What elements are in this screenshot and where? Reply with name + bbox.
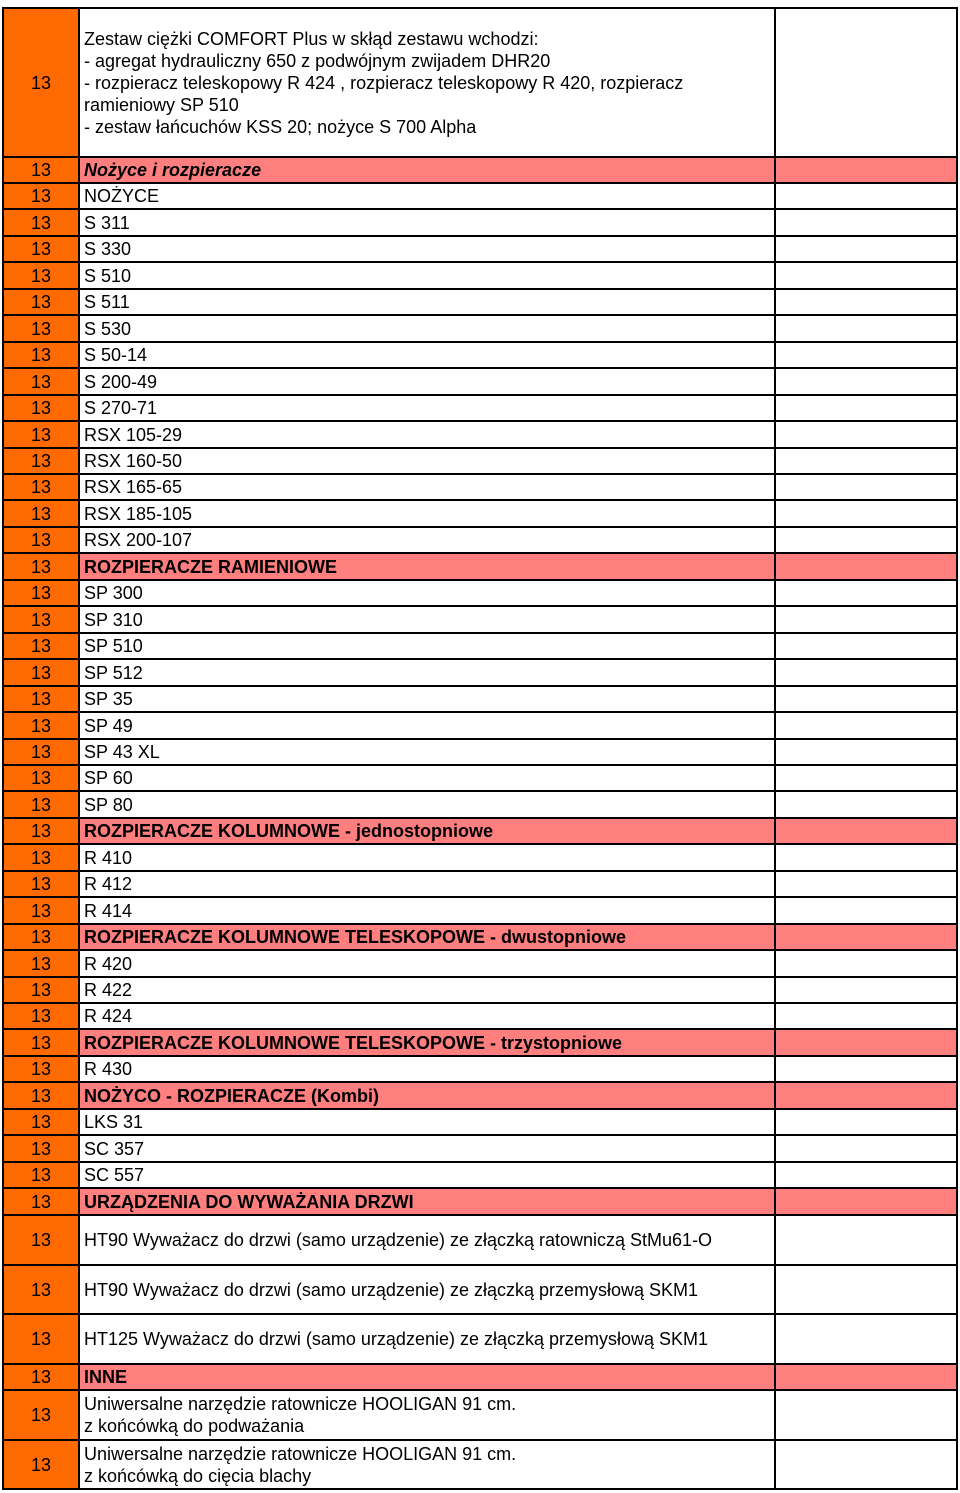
empty-cell [775,448,957,474]
empty-cell [775,553,957,580]
empty-cell [775,1162,957,1188]
row-number-cell: 13 [3,897,79,924]
table-row [3,289,957,315]
description-cell: RSX 105-29 [79,421,775,448]
table-row [3,1003,957,1029]
empty-cell [775,1056,957,1082]
description-cell: S 311 [79,209,775,236]
empty-cell [775,157,957,183]
description-cell: SP 300 [79,580,775,606]
row-number-cell: 13 [3,1215,79,1265]
description-cell [79,1440,775,1489]
row-number-cell: 13 [3,1109,79,1135]
row-number-cell: 13 [3,686,79,712]
description-cell: RSX 200-107 [79,527,775,553]
table-row [3,580,957,606]
row-number-cell: 13 [3,448,79,474]
row-number-cell: 13 [3,209,79,236]
table-row [3,606,957,633]
table-row [3,183,957,209]
empty-cell [775,871,957,897]
empty-cell [775,368,957,395]
empty-cell [775,1440,957,1489]
description-cell: RSX 185-105 [79,500,775,527]
description-line: z końcówką do podważania [84,1416,305,1436]
table-row [3,1162,957,1188]
description-cell: RSX 165-65 [79,474,775,500]
row-number-cell: 13 [3,157,79,183]
table-row [3,1314,957,1364]
empty-cell [775,606,957,633]
row-number-cell: 13 [3,474,79,500]
description-line: Uniwersalne narzędzie ratownicze HOOLIGAN 91 cm. [84,1394,517,1414]
table-row [3,950,957,977]
description-cell: SP 310 [79,606,775,633]
table-row [3,527,957,553]
table-row [3,236,957,262]
table-row [3,1390,957,1440]
row-number-cell: 13 [3,262,79,289]
description-cell: R 414 [79,897,775,924]
section-header-row [3,924,957,950]
empty-cell [775,659,957,686]
table-row [3,500,957,527]
row-number-cell: 13 [3,950,79,977]
empty-cell [775,1390,957,1440]
row-number-cell: 13 [3,1390,79,1440]
empty-cell [775,209,957,236]
row-number-cell: 13 [3,659,79,686]
section-header-row [3,1029,957,1056]
row-number-cell: 13 [3,289,79,315]
empty-cell [775,315,957,342]
table-row [3,421,957,448]
empty-cell [775,791,957,818]
description-cell: SP 60 [79,765,775,791]
empty-cell [775,686,957,712]
row-number-cell: 13 [3,818,79,844]
empty-cell [775,262,957,289]
row-number-cell: 13 [3,1440,79,1489]
table-row [3,1440,957,1489]
table-row [3,209,957,236]
empty-cell [775,1314,957,1364]
empty-cell [775,1082,957,1109]
description-cell: R 412 [79,871,775,897]
empty-cell [775,236,957,262]
row-number-cell: 13 [3,500,79,527]
description-cell: URZĄDZENIA DO WYWAŻANIA DRZWI [79,1188,775,1215]
table-row [3,342,957,368]
table-row [3,1109,957,1135]
description-cell: S 510 [79,262,775,289]
row-number-cell: 13 [3,791,79,818]
empty-cell [775,950,957,977]
table-row [3,1056,957,1082]
empty-cell [775,1364,957,1390]
row-number-cell: 13 [3,183,79,209]
description-cell: S 50-14 [79,342,775,368]
empty-cell [775,897,957,924]
empty-cell [775,1029,957,1056]
empty-cell [775,1215,957,1265]
empty-cell [775,421,957,448]
table-row [3,8,957,157]
section-header-row [3,1188,957,1215]
empty-cell [775,765,957,791]
row-number-cell: 13 [3,739,79,765]
empty-cell [775,474,957,500]
description-cell: SP 49 [79,712,775,739]
description-cell: Nożyce i rozpieracze [79,157,775,183]
empty-cell [775,500,957,527]
description-cell: NOŻYCO - ROZPIERACZE (Kombi) [79,1082,775,1109]
equipment-table [2,7,958,1490]
row-number-cell: 13 [3,1029,79,1056]
description-line: - rozpieracz teleskopowy R 424 , rozpieracz teleskopowy R 420, rozpieracz [84,72,684,93]
description-line: - agregat hydrauliczny 650 z podwójnym zwijadem DHR20 [84,50,551,71]
empty-cell [775,289,957,315]
description-cell: HT125 Wyważacz do drzwi (samo urządzenie) ze złączką przemysłową SKM1 [79,1314,775,1364]
empty-cell [775,395,957,421]
empty-cell [775,1265,957,1314]
description-line: ramieniowy SP 510 [84,94,239,115]
empty-cell [775,527,957,553]
empty-cell [775,183,957,209]
row-number-cell: 13 [3,1082,79,1109]
description-cell: R 410 [79,844,775,871]
empty-cell [775,739,957,765]
row-number-cell: 13 [3,1188,79,1215]
row-number-cell: 13 [3,236,79,262]
description-cell: R 430 [79,1056,775,1082]
description-cell: SC 357 [79,1135,775,1162]
row-number-cell: 13 [3,1056,79,1082]
row-number-cell: 13 [3,633,79,659]
description-line: z końcówką do cięcia blachy [84,1465,312,1486]
row-number-cell: 13 [3,871,79,897]
description-cell: LKS 31 [79,1109,775,1135]
row-number-cell: 13 [3,1314,79,1364]
description-cell: SP 43 XL [79,739,775,765]
row-number-cell: 13 [3,395,79,421]
empty-cell [775,1003,957,1029]
table-row [3,368,957,395]
row-number-cell: 13 [3,527,79,553]
description-cell: R 424 [79,1003,775,1029]
description-cell: SC 557 [79,1162,775,1188]
table-row [3,897,957,924]
table-row [3,765,957,791]
description-cell: SP 510 [79,633,775,659]
row-number-cell: 13 [3,1364,79,1390]
description-cell: SP 35 [79,686,775,712]
empty-cell [775,818,957,844]
description-cell [79,1390,775,1440]
empty-cell [775,924,957,950]
table-row [3,659,957,686]
row-number-cell: 13 [3,1162,79,1188]
table-row [3,474,957,500]
row-number-cell: 13 [3,1265,79,1314]
row-number-cell: 13 [3,8,79,157]
table-row [3,633,957,659]
description-cell: ROZPIERACZE KOLUMNOWE - jednostopniowe [79,818,775,844]
table-row [3,448,957,474]
row-number-cell: 13 [3,977,79,1003]
description-cell: S 270-71 [79,395,775,421]
section-header-row [3,157,957,183]
table-row [3,871,957,897]
description-cell: HT90 Wyważacz do drzwi (samo urządzenie) ze złączką ratowniczą StMu61-O [79,1215,775,1265]
table-row [3,1135,957,1162]
description-cell: R 422 [79,977,775,1003]
empty-cell [775,1109,957,1135]
description-cell: SP 80 [79,791,775,818]
empty-cell [775,977,957,1003]
empty-cell [775,8,957,157]
table-row [3,395,957,421]
row-number-cell: 13 [3,421,79,448]
description-cell: S 511 [79,289,775,315]
description-cell: ROZPIERACZE KOLUMNOWE TELESKOPOWE - trzystopniowe [79,1029,775,1056]
description-cell: R 420 [79,950,775,977]
empty-cell [775,342,957,368]
description-line: Uniwersalne narzędzie ratownicze HOOLIGAN 91 cm. [84,1443,517,1464]
empty-cell [775,1188,957,1215]
section-header-row [3,818,957,844]
table-row [3,262,957,289]
table-row [3,791,957,818]
row-number-cell: 13 [3,342,79,368]
table-row [3,844,957,871]
table-row [3,1215,957,1265]
table-row [3,1265,957,1314]
description-cell: ROZPIERACZE RAMIENIOWE [79,553,775,580]
empty-cell [775,1135,957,1162]
table-row [3,739,957,765]
section-header-row [3,553,957,580]
description-cell: ROZPIERACZE KOLUMNOWE TELESKOPOWE - dwustopniowe [79,924,775,950]
table-row [3,315,957,342]
description-line: - zestaw łańcuchów KSS 20; nożyce S 700 Alpha [84,116,477,137]
empty-cell [775,844,957,871]
description-cell: HT90 Wyważacz do drzwi (samo urządzenie) ze złączką przemysłową SKM1 [79,1265,775,1314]
section-header-row [3,1364,957,1390]
row-number-cell: 13 [3,765,79,791]
table-row [3,712,957,739]
row-number-cell: 13 [3,368,79,395]
description-line: Zestaw ciężki COMFORT Plus w skłąd zestawu wchodzi: [84,28,539,49]
row-number-cell: 13 [3,712,79,739]
row-number-cell: 13 [3,580,79,606]
row-number-cell: 13 [3,924,79,950]
description-cell: S 330 [79,236,775,262]
row-number-cell: 13 [3,844,79,871]
section-header-row [3,1082,957,1109]
description-cell: S 530 [79,315,775,342]
row-number-cell: 13 [3,315,79,342]
row-number-cell: 13 [3,1003,79,1029]
empty-cell [775,633,957,659]
empty-cell [775,712,957,739]
table-row [3,686,957,712]
description-cell: NOŻYCE [79,183,775,209]
empty-cell [775,580,957,606]
equipment-table-body [3,8,957,1489]
description-cell [79,8,775,157]
row-number-cell: 13 [3,553,79,580]
description-cell: RSX 160-50 [79,448,775,474]
description-cell: INNE [79,1364,775,1390]
row-number-cell: 13 [3,1135,79,1162]
row-number-cell: 13 [3,606,79,633]
description-cell: S 200-49 [79,368,775,395]
table-row [3,977,957,1003]
description-cell: SP 512 [79,659,775,686]
